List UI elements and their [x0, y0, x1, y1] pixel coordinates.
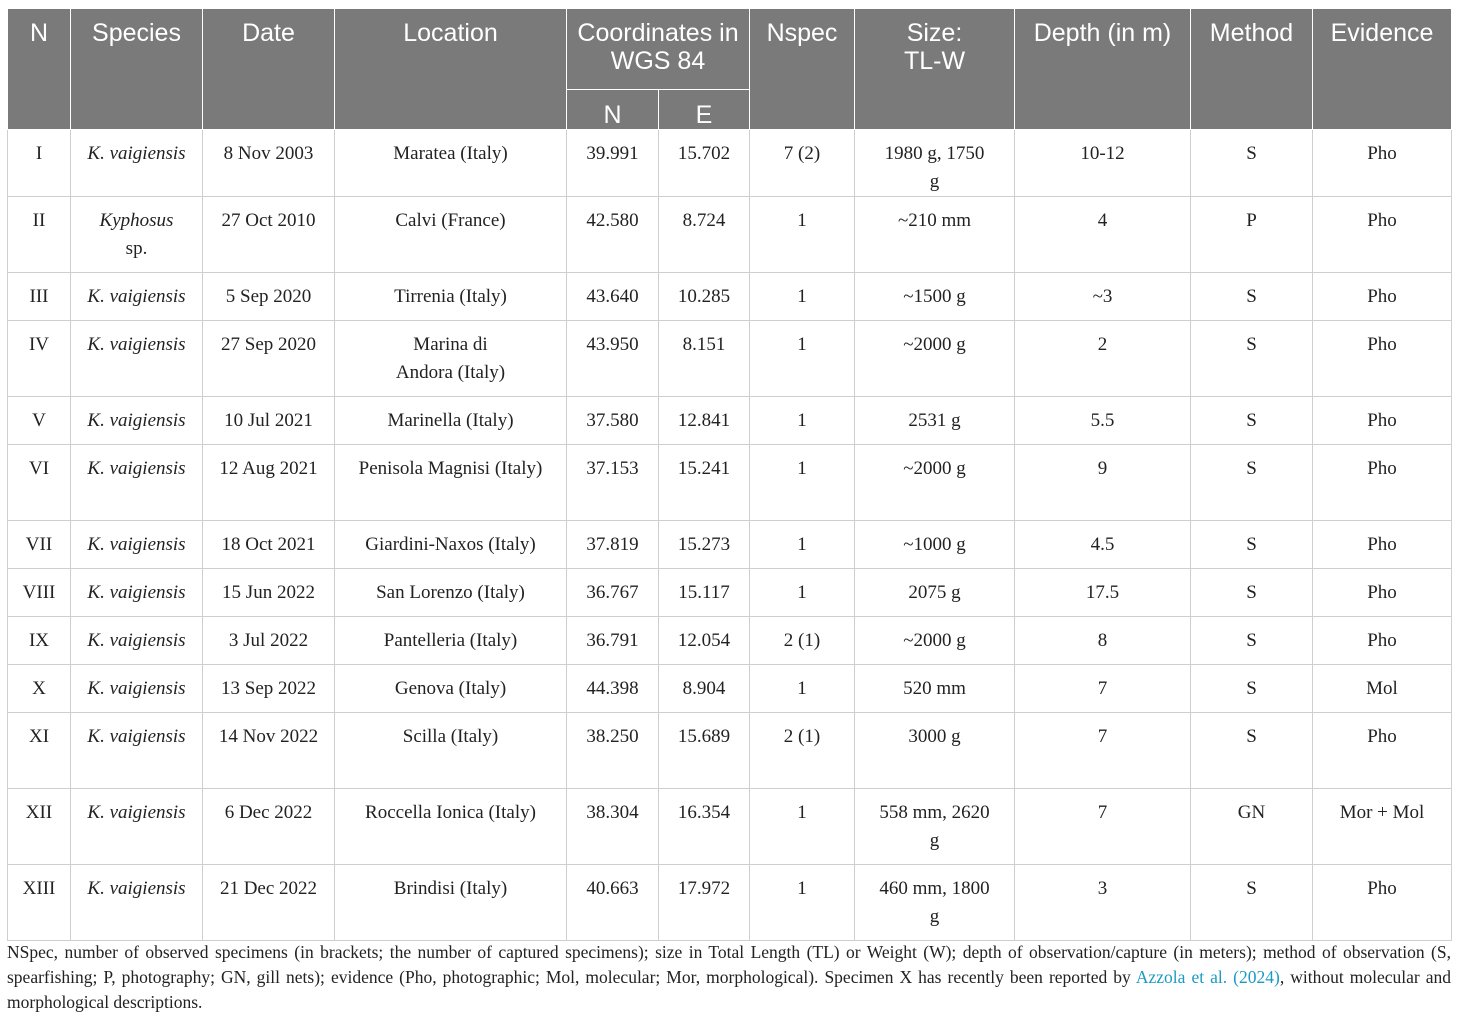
header-coord-n: N: [567, 90, 659, 130]
cell-size: ~1000 g: [855, 521, 1015, 569]
cell-evidence: Pho: [1313, 713, 1452, 789]
cell-method: GN: [1191, 789, 1313, 865]
cell-size: ~210 mm: [855, 197, 1015, 273]
cell-depth: 3: [1015, 865, 1191, 941]
cell-size: 2531 g: [855, 397, 1015, 445]
cell-lon: 17.972: [659, 865, 750, 941]
cell-evidence: Mol: [1313, 665, 1452, 713]
cell-species: [71, 130, 203, 197]
cell-nspec: 1: [750, 665, 855, 713]
cell-depth: 9: [1015, 445, 1191, 521]
cell-lon: 10.285: [659, 273, 750, 321]
cell-date: 3 Jul 2022: [203, 617, 335, 665]
cell-size: ~2000 g: [855, 321, 1015, 397]
cell-method: S: [1191, 865, 1313, 941]
cell-n: III: [8, 273, 71, 321]
cell-size: 3000 g: [855, 713, 1015, 789]
cell-date: 5 Sep 2020: [203, 273, 335, 321]
cell-depth: 7: [1015, 789, 1191, 865]
cell-size: ~1500 g: [855, 273, 1015, 321]
cell-species: [71, 713, 203, 789]
cell-location: Maratea (Italy): [335, 130, 567, 197]
cell-lat: 44.398: [567, 665, 659, 713]
cell-location: Calvi (France): [335, 197, 567, 273]
cell-location: Marina di Andora (Italy): [335, 321, 567, 397]
table-row: [8, 521, 1452, 569]
table-body: [8, 130, 1452, 941]
cell-location: Brindisi (Italy): [335, 865, 567, 941]
table-row: [8, 321, 1452, 397]
species-records-table: [7, 8, 1452, 941]
cell-size: ~2000 g: [855, 617, 1015, 665]
cell-date: 21 Dec 2022: [203, 865, 335, 941]
cell-method: S: [1191, 397, 1313, 445]
cell-nspec: 2 (1): [750, 617, 855, 665]
cell-location: Penisola Magnisi (Italy): [335, 445, 567, 521]
cell-lat: 37.819: [567, 521, 659, 569]
cell-species: [71, 865, 203, 941]
cell-lon: 15.241: [659, 445, 750, 521]
footnote-text-end: , without molecular and morphological descriptions.: [7, 967, 1452, 1012]
cell-species: [71, 397, 203, 445]
cell-depth: 2: [1015, 321, 1191, 397]
cell-n: I: [8, 130, 71, 197]
cell-lon: 16.354: [659, 789, 750, 865]
cell-method: S: [1191, 617, 1313, 665]
cell-species: [71, 789, 203, 865]
species-name: K. vaigiensis: [87, 726, 186, 747]
cell-size: 460 mm, 1800 g: [855, 865, 1015, 941]
cell-depth: 17.5: [1015, 569, 1191, 617]
cell-date: 8 Nov 2003: [203, 130, 335, 197]
header-species: Species: [71, 9, 203, 130]
cell-n: VII: [8, 521, 71, 569]
cell-date: 27 Sep 2020: [203, 321, 335, 397]
cell-lon: 15.689: [659, 713, 750, 789]
cell-lon: 8.724: [659, 197, 750, 273]
header-depth: Depth (in m): [1015, 9, 1191, 130]
cell-lon: 12.841: [659, 397, 750, 445]
header-location: Location: [335, 9, 567, 130]
table-row: [8, 130, 1452, 197]
species-name: K. vaigiensis: [87, 534, 186, 555]
cell-size: 2075 g: [855, 569, 1015, 617]
cell-n: VI: [8, 445, 71, 521]
table-row: [8, 617, 1452, 665]
cell-nspec: 2 (1): [750, 713, 855, 789]
cell-n: XI: [8, 713, 71, 789]
species-name: K. vaigiensis: [87, 802, 186, 823]
cell-depth: 4: [1015, 197, 1191, 273]
cell-n: V: [8, 397, 71, 445]
cell-size: 558 mm, 2620 g: [855, 789, 1015, 865]
cell-lat: 37.153: [567, 445, 659, 521]
species-name: K. vaigiensis: [87, 878, 186, 899]
cell-date: 14 Nov 2022: [203, 713, 335, 789]
cell-lat: 37.580: [567, 397, 659, 445]
cell-date: 12 Aug 2021: [203, 445, 335, 521]
cell-nspec: 1: [750, 865, 855, 941]
cell-method: S: [1191, 713, 1313, 789]
cell-method: S: [1191, 273, 1313, 321]
species-name: K. vaigiensis: [87, 143, 186, 164]
cell-size: 520 mm: [855, 665, 1015, 713]
cell-evidence: Pho: [1313, 197, 1452, 273]
cell-species: [71, 617, 203, 665]
cell-evidence: Pho: [1313, 445, 1452, 521]
cell-depth: 7: [1015, 665, 1191, 713]
cell-n: IX: [8, 617, 71, 665]
cell-lat: 38.304: [567, 789, 659, 865]
cell-date: 13 Sep 2022: [203, 665, 335, 713]
table-row: [8, 865, 1452, 941]
cell-method: S: [1191, 321, 1313, 397]
species-name: K. vaigiensis: [87, 678, 186, 699]
cell-date: 10 Jul 2021: [203, 397, 335, 445]
cell-evidence: Pho: [1313, 397, 1452, 445]
cell-nspec: 1: [750, 445, 855, 521]
cell-evidence: Pho: [1313, 273, 1452, 321]
header-date: Date: [203, 9, 335, 130]
cell-n: X: [8, 665, 71, 713]
cell-species: [71, 521, 203, 569]
table-row: [8, 197, 1452, 273]
header-coordinates: Coordinates in WGS 84: [567, 9, 750, 90]
species-name: K. vaigiensis: [87, 630, 186, 651]
cell-species: [71, 569, 203, 617]
cell-location: Roccella Ionica (Italy): [335, 789, 567, 865]
header-method: Method: [1191, 9, 1313, 130]
cell-nspec: 1: [750, 397, 855, 445]
table-row: [8, 713, 1452, 789]
cell-species: [71, 665, 203, 713]
cell-lon: 8.151: [659, 321, 750, 397]
table-row: [8, 665, 1452, 713]
cell-lat: 39.991: [567, 130, 659, 197]
cell-species: [71, 321, 203, 397]
cell-method: S: [1191, 130, 1313, 197]
table-row: [8, 397, 1452, 445]
cell-species: [71, 445, 203, 521]
cell-n: XII: [8, 789, 71, 865]
cell-method: P: [1191, 197, 1313, 273]
cell-depth: 4.5: [1015, 521, 1191, 569]
cell-n: II: [8, 197, 71, 273]
species-name: K. vaigiensis: [87, 334, 186, 355]
cell-evidence: Pho: [1313, 130, 1452, 197]
cell-date: 6 Dec 2022: [203, 789, 335, 865]
cell-lat: 38.250: [567, 713, 659, 789]
cell-n: XIII: [8, 865, 71, 941]
cell-evidence: Mor + Mol: [1313, 789, 1452, 865]
header-size: Size: TL-W: [855, 9, 1015, 130]
cell-nspec: 1: [750, 789, 855, 865]
cell-evidence: Pho: [1313, 569, 1452, 617]
cell-lon: 15.273: [659, 521, 750, 569]
cell-location: Tirrenia (Italy): [335, 273, 567, 321]
header-nspec: Nspec: [750, 9, 855, 130]
cell-nspec: 1: [750, 273, 855, 321]
cell-n: VIII: [8, 569, 71, 617]
cell-date: 27 Oct 2010: [203, 197, 335, 273]
cell-lon: 15.117: [659, 569, 750, 617]
table-footnote: [7, 940, 1451, 1015]
cell-lon: 15.702: [659, 130, 750, 197]
cell-nspec: 1: [750, 569, 855, 617]
cell-evidence: Pho: [1313, 865, 1452, 941]
table-header: [8, 9, 1452, 130]
cell-date: 18 Oct 2021: [203, 521, 335, 569]
header-n: N: [8, 9, 71, 130]
species-name: K. vaigiensis: [87, 582, 186, 603]
species-name: K. vaigiensis: [87, 286, 186, 307]
cell-nspec: 1: [750, 321, 855, 397]
cell-location: Genova (Italy): [335, 665, 567, 713]
footnote-text: NSpec, number of observed specimens (in brackets; the number of captured specimens); size in Total Length (TL) or Weight (W); depth of observation/capture (in meters); method of observation (S, spearfishing; P, photography; GN, gill nets); evidence (Pho, photographic; Mol, molecular; Mor, morphological). Specimen X has recently been reported by: [7, 942, 1451, 987]
cell-lat: 40.663: [567, 865, 659, 941]
cell-location: Giardini-Naxos (Italy): [335, 521, 567, 569]
cell-species: [71, 197, 203, 273]
table-row: [8, 273, 1452, 321]
cell-size: 1980 g, 1750 g: [855, 130, 1015, 197]
cell-lat: 42.580: [567, 197, 659, 273]
species-name: K. vaigiensis: [87, 458, 186, 479]
species-name: Kyphosus: [99, 210, 174, 231]
cell-size: ~2000 g: [855, 445, 1015, 521]
cell-location: San Lorenzo (Italy): [335, 569, 567, 617]
cell-nspec: 7 (2): [750, 130, 855, 197]
header-coord-e: E: [659, 90, 750, 130]
cell-evidence: Pho: [1313, 321, 1452, 397]
cell-lat: 43.950: [567, 321, 659, 397]
cell-method: S: [1191, 445, 1313, 521]
cell-lon: 12.054: [659, 617, 750, 665]
cell-depth: 7: [1015, 713, 1191, 789]
cell-evidence: Pho: [1313, 521, 1452, 569]
cell-depth: 10-12: [1015, 130, 1191, 197]
cell-method: S: [1191, 521, 1313, 569]
cell-nspec: 1: [750, 197, 855, 273]
citation-link[interactable]: Azzola et al. (2024): [1135, 967, 1280, 987]
header-evidence: Evidence: [1313, 9, 1452, 130]
cell-species: [71, 273, 203, 321]
cell-location: Scilla (Italy): [335, 713, 567, 789]
cell-lat: 36.767: [567, 569, 659, 617]
cell-depth: 5.5: [1015, 397, 1191, 445]
species-name: K. vaigiensis: [87, 410, 186, 431]
cell-evidence: Pho: [1313, 617, 1452, 665]
cell-lat: 36.791: [567, 617, 659, 665]
cell-method: S: [1191, 665, 1313, 713]
cell-depth: ~3: [1015, 273, 1191, 321]
cell-depth: 8: [1015, 617, 1191, 665]
table-row: [8, 445, 1452, 521]
species-qualifier: sp.: [125, 238, 148, 259]
cell-location: Pantelleria (Italy): [335, 617, 567, 665]
table-row: [8, 789, 1452, 865]
cell-location: Marinella (Italy): [335, 397, 567, 445]
cell-lon: 8.904: [659, 665, 750, 713]
cell-n: IV: [8, 321, 71, 397]
table-row: [8, 569, 1452, 617]
cell-lat: 43.640: [567, 273, 659, 321]
cell-nspec: 1: [750, 521, 855, 569]
cell-date: 15 Jun 2022: [203, 569, 335, 617]
cell-method: S: [1191, 569, 1313, 617]
